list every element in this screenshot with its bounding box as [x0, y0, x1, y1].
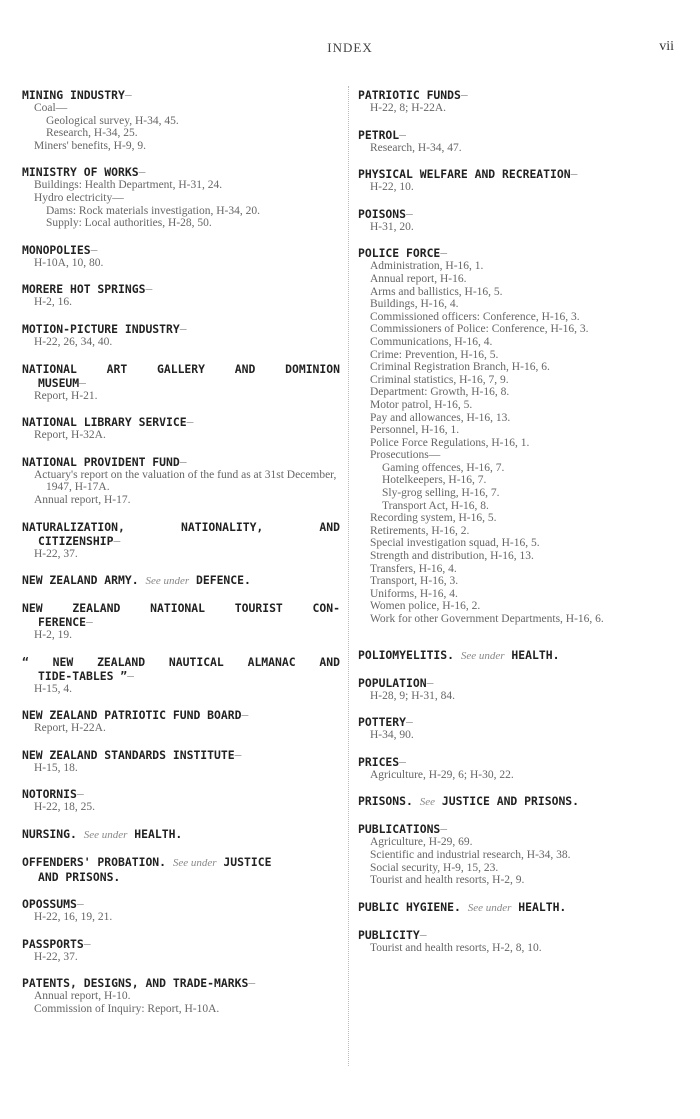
heading-text-continued: TIDE-TABLES ” — [38, 668, 128, 683]
heading-text: POPULATION — [358, 675, 427, 690]
heading-text: NEW ZEALAND ARMY. — [22, 573, 139, 588]
index-subentry: H-22, 37. — [34, 950, 78, 963]
index-heading — [22, 855, 340, 870]
index-subentry: Strength and distribution, H-16, 13. — [370, 550, 534, 563]
heading-dash: — — [138, 165, 146, 180]
heading-dash: — — [234, 747, 242, 762]
heading-text: POISONS — [358, 206, 407, 221]
heading-dash: — — [440, 246, 448, 261]
heading-text: NATIONAL ART GALLERY AND DOMINION — [22, 361, 340, 376]
index-heading-continued — [22, 534, 340, 548]
index-subentry: H-22, 26, 34, 40. — [34, 335, 113, 348]
heading-dash: — — [406, 715, 413, 730]
index-subentry: Tourist and health resorts, H-2, 8, 10. — [370, 941, 542, 954]
index-entry — [358, 822, 676, 886]
index-entry — [22, 455, 340, 507]
heading-dash: — — [179, 321, 187, 336]
index-heading — [22, 708, 340, 722]
index-subentry: H-31, 20. — [370, 220, 414, 233]
index-entry — [22, 415, 340, 442]
heading-text: MINING INDUSTRY — [22, 88, 125, 102]
index-heading — [22, 322, 340, 336]
heading-dash: — — [90, 242, 98, 257]
index-heading — [22, 455, 340, 469]
index-entry — [22, 88, 340, 152]
index-subentry: Criminal Registration Branch, H-16, 6. — [370, 361, 550, 374]
heading-dash: — — [440, 822, 448, 837]
index-column-right — [358, 88, 676, 967]
index-entry — [22, 165, 340, 229]
index-subentry: Annual report, H-17. — [34, 493, 131, 506]
see-under-label: See under — [145, 575, 190, 588]
index-subentry: H-10A, 10, 80. — [34, 256, 104, 269]
heading-dash: — — [426, 675, 434, 690]
index-heading — [358, 928, 676, 942]
index-subentry: Tourist and health resorts, H-2, 9. — [370, 874, 525, 887]
heading-dash: — — [86, 615, 93, 630]
index-entry — [22, 601, 340, 642]
see-target: JUSTICE AND PRISONS. — [441, 794, 580, 809]
index-subentry: Pay and allowances, H-16, 13. — [370, 411, 511, 424]
index-heading — [22, 573, 340, 588]
page-number: vii — [659, 39, 674, 54]
index-entry — [358, 207, 676, 234]
column-divider — [348, 86, 350, 1066]
index-subentry: Annual report, H-10. — [34, 990, 131, 1003]
index-heading — [22, 88, 340, 102]
heading-text: NURSING. — [22, 827, 77, 842]
index-heading — [22, 415, 340, 429]
index-entry — [22, 282, 340, 309]
heading-text-continued: CITIZENSHIP — [38, 533, 114, 548]
heading-dash: — — [399, 754, 407, 769]
index-column-left — [22, 88, 340, 1028]
index-entry — [22, 897, 340, 924]
index-heading — [358, 822, 676, 836]
index-subentry: Agriculture, H-29, 69. — [370, 836, 473, 849]
index-heading — [358, 648, 676, 663]
index-heading-continued — [22, 615, 340, 629]
index-heading — [358, 167, 676, 181]
heading-text: PATRIOTIC FUNDS — [358, 88, 461, 102]
heading-dash: — — [248, 976, 256, 991]
see-under-label: See under — [83, 829, 128, 842]
heading-text: POLICE FORCE — [358, 246, 441, 261]
index-subentry: Buildings: Health Department, H-31, 24. — [34, 179, 223, 192]
index-subentry: H-22, 10. — [370, 181, 414, 194]
heading-dash: — — [113, 533, 121, 548]
index-entry — [22, 322, 340, 349]
heading-text: NATURALIZATION, NATIONALITY, AND — [22, 519, 340, 534]
index-heading — [358, 755, 676, 769]
index-entry — [22, 573, 340, 588]
index-entry — [358, 167, 676, 194]
heading-dash: — — [460, 88, 468, 102]
index-subentry: Scientific and industrial research, H-34, 38. — [370, 848, 571, 861]
index-subentry: H-15, 18. — [34, 761, 78, 774]
index-subentry: Research, H-34, 25. — [46, 127, 138, 140]
index-entry — [358, 928, 676, 955]
heading-text: MINISTRY OF WORKS — [22, 165, 139, 180]
index-subentry: H-22, 16, 19, 21. — [34, 911, 113, 924]
index-subentry: Recording system, H-16, 5. — [370, 512, 497, 525]
see-under-label: See — [419, 796, 435, 809]
index-heading — [22, 976, 340, 990]
index-entry — [358, 648, 676, 663]
see-target: HEALTH. — [511, 647, 560, 662]
index-heading — [22, 748, 340, 762]
heading-text: PRICES — [358, 754, 400, 769]
index-entry — [22, 937, 340, 964]
index-entry — [22, 520, 340, 561]
index-subentry: Personnel, H-16, 1. — [370, 424, 460, 437]
index-subentry: Commissioned officers: Conference, H-16, 3. — [370, 310, 580, 323]
index-subentry: H-2, 19. — [34, 629, 73, 642]
index-entry — [358, 755, 676, 782]
index-subentry: Commissioners of Police: Conference, H-16, 3. — [370, 323, 589, 336]
index-subentry: Motor patrol, H-16, 5. — [370, 398, 473, 411]
index-heading-continued — [22, 870, 340, 884]
page-title: INDEX — [327, 40, 373, 55]
index-subentry: Uniforms, H-16, 4. — [370, 587, 458, 600]
index-subentry: Administration, H-16, 1. — [370, 260, 484, 273]
index-heading — [358, 676, 676, 690]
index-subentry: H-34, 90. — [370, 729, 414, 742]
see-under-label: See under — [467, 901, 512, 914]
index-subentry: Hotelkeepers, H-16, 7. — [382, 474, 487, 487]
heading-dash: — — [186, 415, 194, 430]
index-subentry: Social security, H-9, 15, 23. — [370, 861, 499, 874]
heading-text: PUBLIC HYGIENE. — [358, 899, 461, 914]
index-entry — [358, 246, 676, 625]
see-under-label: See under — [460, 649, 505, 662]
index-heading — [22, 897, 340, 911]
index-entry — [358, 900, 676, 915]
index-subentry: Retirements, H-16, 2. — [370, 524, 470, 537]
heading-text: NEW ZEALAND NATIONAL TOURIST CON- — [22, 601, 340, 616]
page-header — [0, 40, 700, 60]
index-subentry: Communications, H-16, 4. — [370, 335, 493, 348]
heading-text: PHYSICAL WELFARE AND RECREATION — [358, 167, 571, 182]
heading-text: NATIONAL PROVIDENT FUND — [22, 454, 180, 469]
index-entry — [22, 827, 340, 842]
index-subentry: Transport, H-16, 3. — [370, 575, 459, 588]
heading-text: “ NEW ZEALAND NAUTICAL ALMANAC AND — [22, 654, 340, 669]
index-subentry: Sly-grog selling, H-16, 7. — [382, 487, 500, 500]
heading-text: PRISONS. — [358, 794, 413, 809]
index-entry — [358, 128, 676, 155]
index-heading — [358, 207, 676, 221]
see-under-label: See under — [172, 857, 217, 870]
index-heading-continued — [22, 376, 340, 390]
index-subentry: Police Force Regulations, H-16, 1. — [370, 436, 530, 449]
index-entry — [22, 855, 340, 884]
heading-text: POTTERY — [358, 715, 407, 730]
heading-dash: — — [83, 936, 91, 951]
index-heading — [22, 827, 340, 842]
heading-dash: — — [241, 708, 249, 723]
heading-dash: — — [76, 897, 84, 912]
index-subentry: Report, H-21. — [34, 389, 98, 402]
index-subentry: H-2, 16. — [34, 296, 73, 309]
index-subentry: H-22, 18, 25. — [34, 801, 96, 814]
heading-text: PATENTS, DESIGNS, AND TRADE-MARKS — [22, 976, 249, 991]
index-heading — [358, 900, 676, 915]
index-subentry: Hydro electricity— — [34, 191, 124, 204]
heading-dash: — — [124, 88, 132, 102]
index-entry — [22, 748, 340, 775]
index-subentry: Coal— — [34, 102, 68, 114]
index-entry — [22, 787, 340, 814]
heading-dash: — — [419, 927, 427, 942]
index-subentry: Crime: Prevention, H-16, 5. — [370, 348, 499, 361]
index-heading — [22, 243, 340, 257]
index-subentry: Research, H-34, 47. — [370, 141, 462, 154]
index-heading — [358, 128, 676, 142]
index-subentry: Gaming offences, H-16, 7. — [382, 461, 505, 474]
index-subentry: Transport Act, H-16, 8. — [382, 499, 489, 512]
heading-text: PASSPORTS — [22, 936, 84, 951]
index-subentry: Geological survey, H-34, 45. — [46, 114, 179, 127]
heading-dash: — — [570, 167, 578, 182]
index-subentry: H-22, 37. — [34, 547, 78, 560]
index-heading — [22, 282, 340, 296]
see-target: JUSTICE — [223, 855, 272, 870]
heading-dash: — — [145, 282, 153, 297]
index-subentry: Agriculture, H-29, 6; H-30, 22. — [370, 768, 514, 781]
heading-text: PETROL — [358, 127, 400, 142]
heading-text: MORERE HOT SPRINGS — [22, 282, 146, 297]
index-heading — [22, 655, 340, 669]
index-subentry: H-28, 9; H-31, 84. — [370, 689, 455, 702]
index-subentry: Transfers, H-16, 4. — [370, 562, 457, 575]
heading-text: NOTORNIS — [22, 787, 77, 802]
index-subentry: Department: Growth, H-16, 8. — [370, 386, 510, 399]
index-subentry: Prosecutions— — [370, 449, 441, 462]
index-heading — [22, 601, 340, 615]
heading-text: PUBLICATIONS — [358, 822, 441, 837]
heading-text: MOTION-PICTURE INDUSTRY — [22, 321, 180, 336]
index-subentry: Report, H-22A. — [34, 722, 106, 735]
index-subentry: Dams: Rock materials investigation, H-34, 20. — [46, 204, 260, 217]
index-subentry: Special investigation squad, H-16, 5. — [370, 537, 540, 550]
index-subentry: Supply: Local authorities, H-28, 50. — [46, 217, 212, 230]
heading-dash: — — [76, 787, 84, 802]
heading-text-continued: FERENCE — [38, 615, 87, 630]
index-heading — [358, 88, 676, 102]
index-subentry: Miners' benefits, H-9, 9. — [34, 139, 146, 152]
index-heading — [22, 520, 340, 534]
index-entry — [22, 976, 340, 1015]
index-heading — [358, 715, 676, 729]
index-subentry: H-15, 4. — [34, 682, 73, 695]
see-target: DEFENCE. — [196, 573, 251, 588]
index-heading — [22, 165, 340, 179]
index-heading — [22, 787, 340, 801]
index-subentry: Buildings, H-16, 4. — [370, 298, 459, 311]
index-entry — [22, 655, 340, 696]
index-subentry: Annual report, H-16. — [370, 272, 467, 285]
index-subentry: Women police, H-16, 2. — [370, 600, 481, 613]
index-heading — [358, 246, 676, 260]
index-heading-continued — [22, 669, 340, 683]
index-subentry: Criminal statistics, H-16, 7, 9. — [370, 373, 509, 386]
index-subentry: Arms and ballistics, H-16, 5. — [370, 285, 503, 298]
heading-text: OFFENDERS' PROBATION. — [22, 855, 167, 870]
heading-text: NEW ZEALAND PATRIOTIC FUND BOARD — [22, 708, 242, 723]
index-heading — [22, 362, 340, 376]
heading-text: MONOPOLIES — [22, 242, 91, 257]
index-entry — [358, 88, 676, 115]
see-target: HEALTH. — [134, 827, 183, 842]
heading-text: OPOSSUMS — [22, 897, 77, 912]
index-entry — [22, 243, 340, 270]
heading-text: PUBLICITY — [358, 927, 420, 942]
index-entry — [22, 708, 340, 735]
index-entry — [358, 715, 676, 742]
index-entry — [358, 676, 676, 703]
index-subentry: H-22, 8; H-22A. — [370, 102, 447, 114]
heading-dash: — — [406, 206, 413, 221]
heading-text-continued: AND PRISONS. — [38, 870, 121, 885]
heading-dash: — — [79, 375, 87, 390]
index-entry — [358, 794, 676, 809]
heading-dash: — — [179, 454, 187, 469]
heading-dash: — — [127, 668, 135, 683]
index-subentry: Work for other Government Departments, H-16, 6. — [370, 613, 604, 625]
heading-text-continued: MUSEUM — [38, 375, 80, 390]
heading-text: NATIONAL LIBRARY SERVICE — [22, 415, 187, 430]
heading-text: NEW ZEALAND STANDARDS INSTITUTE — [22, 747, 235, 762]
see-target: HEALTH. — [518, 899, 567, 914]
index-subentry: Report, H-32A. — [34, 429, 106, 442]
index-heading — [358, 794, 676, 809]
index-subentry: Commission of Inquiry: Report, H-10A. — [34, 1002, 220, 1015]
index-entry — [22, 362, 340, 403]
heading-text: POLIOMYELITIS. — [358, 647, 455, 662]
index-subentry: Actuary's report on the valuation of the fund as at 31st December, 1947, H-17A. — [34, 468, 337, 494]
index-heading — [22, 937, 340, 951]
heading-dash: — — [399, 127, 407, 142]
